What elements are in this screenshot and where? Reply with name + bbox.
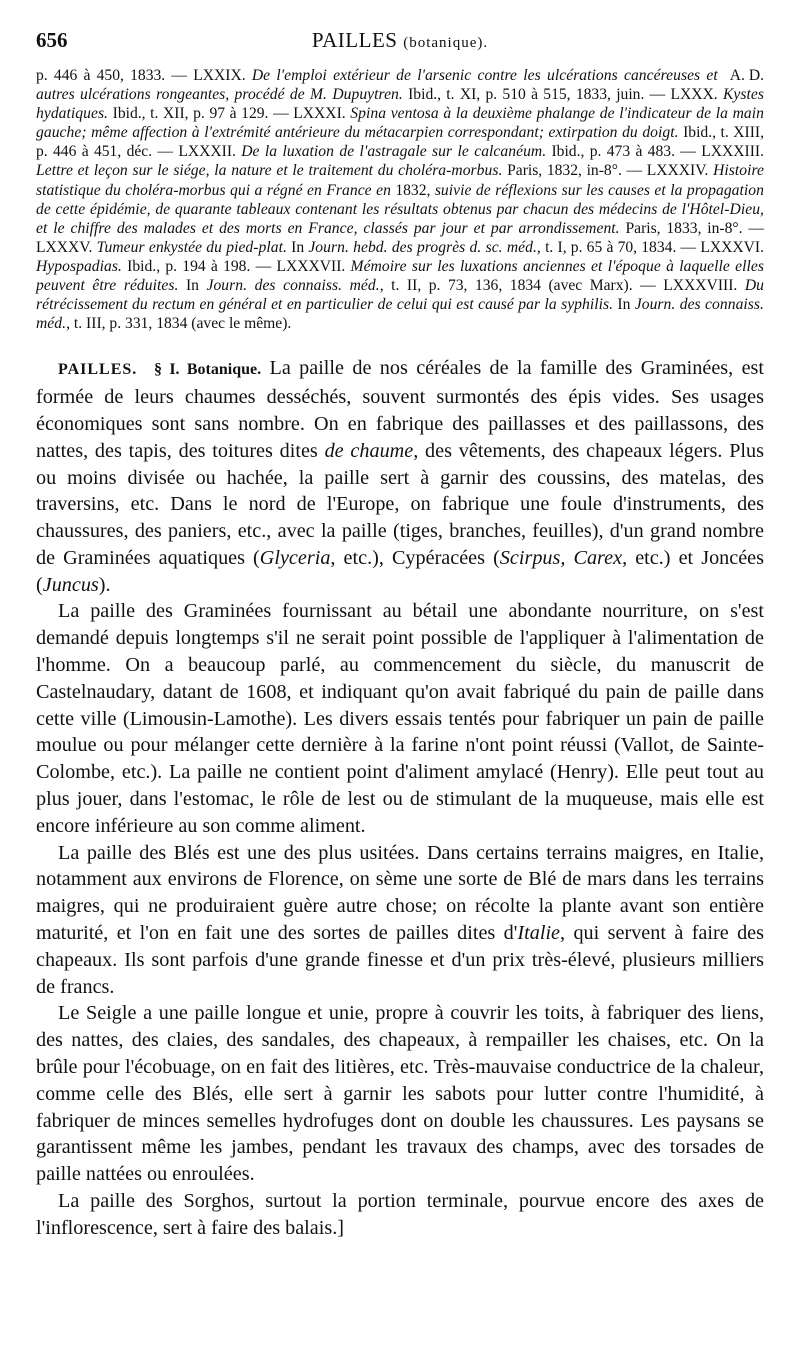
headword: PAILLES. [58,361,138,379]
italic-run: Du rétrécissement du rectum en général et en particulier de celui qui est causé par la syphilis. [36,277,764,314]
paragraph-text [36,842,764,998]
italic-run: Scirpus, Carex [499,546,623,569]
text-run: , des vêtements, des chapeaux légers. Plus ou moins divisée ou hachée, la paille sert à garnir des coussins, des matelas, des traversins, etc. Dans le nord de l'Europe, on fabrique une foule d'instruments, des chaussures, des paniers, etc., avec la paille (tiges, branches, feuilles), d'un grand nombre de Graminées aquatiques ( [36,439,764,569]
paragraph-text [36,600,764,836]
article-paragraph [36,840,764,1001]
italic-run: Mémoire sur les luxations anciennes et l'époque à laquelle elles peuvent être réduites. [36,257,764,295]
text-run: In [286,238,309,256]
italic-run: Glyceria [259,546,331,569]
bibliography-text [36,67,764,332]
italic-run: Lettre et leçon sur le siége, la nature et le traitement du choléra-morbus. [36,162,503,180]
page-number: 656 [36,28,68,52]
text-run: Ibid., t. XIII, p. 446 à 451, déc. — LXXXII. [36,124,764,161]
italic-run: Journ. des connaiss. méd., [36,296,764,333]
section-label: § I. Botanique. [154,361,262,379]
article-paragraph [36,598,764,839]
page [36,28,764,1242]
text-run: La paille de nos céréales de la famille des Graminées, est formée de leurs chaumes desséchés, souvent surmontés des épis vides. Ses usages économiques sont sans nombre. On en fabrique des paillasses et des paillassons, des nattes, des tapis, des toitures dites [36,357,764,462]
running-title [36,28,764,53]
author-signature: A. D. [729,67,764,84]
italic-run: Tumeur enkystée du pied-plat. [96,238,287,256]
article-paragraph [36,1000,764,1188]
text-run: Ibid., t. XI, p. 510 à 515, 1833, juin. — LXXX. [402,86,723,104]
text-run: La paille des Sorghos, surtout la portion terminale, pourvue encore des axes de l'inflorescence, sert à faire des balais.] [36,1190,764,1239]
text-run: Ibid., t. XII, p. 97 à 129. — LXXXI. [108,105,351,123]
text-run: p. 446 à 450, 1833. — LXXIX. [36,67,252,84]
italic-run: De l'emploi extérieur de l'arsenic contre les ulcérations cancéreuses et autres ulcérations rongeantes, procédé de M. Dupuytren. [36,67,718,104]
italic-run: de chaume [324,439,414,462]
text-run: La paille des Graminées fournissant au bétail une abondante nourriture, on s'est demandé depuis longtemps s'il ne serait point possible de l'appliquer à l'alimentation de l'homme. On a beaucoup parlé, au commencement du siècle, du manuscrit de Castelnaudary, datant de 1608, et indiquant qu'on avait fabriqué du pain de paille dans cette ville (Limousin-Lamothe). Les divers essais tentés pour fabriquer un pain de paille moulue ou pour mélanger cette dernière à la farine n'ont point réussi (Vallot, de Sainte-Colombe, etc.). La paille ne contient point d'aliment amylacé (Henry). Elle peut tout au plus jouer, dans l'estomac, le rôle de lest ou de stimulant de la muqueuse, mais elle est encore inférieure au son comme aliment. [36,600,764,837]
paragraph-text [36,357,764,595]
running-title-word: PAILLES [311,28,398,52]
text-run: La paille des Blés est une des plus usitées. Dans certains terrains maigres, en Italie, notamment aux environs de Florence, on sème une sorte de Blé de mars dans les terrains maigres, qui ne produiraient guère autre chose; on récolte la plante avant son entière maturité, et l'on en fait une des sortes de pailles dites d' [36,841,764,945]
article-paragraph [36,1188,764,1242]
text-run: Ibid., p. 194 à 198. — LXXXVII. [121,257,351,275]
bibliography-block [36,66,764,333]
text-run: Paris, 1832, in-8°. — LXXXIV. [502,162,714,180]
paragraph-text [36,1002,764,1185]
text-run: In [613,296,635,314]
italic-run: De la luxation de l'astragale sur le calcanéum. [241,143,547,161]
text-run: t. I, p. 65 à 70, 1834. — LXXXVI. [540,238,764,256]
text-run: 1832, [390,181,435,199]
italic-run: Histoire statistique du choléra-morbus qui a régné en France en [36,162,764,199]
italic-run: suivie de réflexions sur les causes et la propagation de cette épidémie, de quarante tableaux contenant les résultats obtenus par chacun des médecins de l'Hôtel-Dieu, et le chiffre des malades et des morts en France, classés par jour et par arrondissement. [36,181,764,237]
text-run: ). [98,573,111,596]
article-pailles [36,355,764,1241]
text-run: t. II, p. 73, 136, 1834 (avec Marx). — LXXXVIII. [383,277,745,295]
text-run: , etc.) et Joncées ( [36,546,764,596]
italic-run: Journ. des connaiss. méd., [206,277,384,295]
italic-run: Kystes hydatiques. [36,86,764,123]
italic-run: Journ. hebd. des progrès d. sc. méd., [308,238,541,256]
text-run: Paris, 1833, in-8°. — LXXXV. [36,219,764,256]
italic-run: Hypospadias. [36,257,122,275]
text-run: Le Seigle a une paille longue et unie, propre à couvrir les toits, à fabriquer des liens, des nattes, des claies, des sandales, des chapeaux, à rempailler les chaises, etc. On la brûle pour l'écobuage, on en fait des litières, etc. Très-mauvaise conductrice de la chaleur, comme celle des Blés, elle sert à garnir les sabots pour lutter contre l'humidité, à fabriquer de minces semelles hydrofuges dont on double les chaussures. Les paysans se garantissent même les jambes, pendant les travaux des champs, avec des torsades de paille nattées ou enroulées. [36,1002,764,1186]
text-run: In [178,277,207,295]
running-title-section: (botanique). [403,35,489,51]
article-paragraph [36,355,764,598]
text-run: , etc.), Cypéracées ( [330,546,500,569]
italic-run: Spina ventosa à la deuxième phalange de l'indicateur de la main gauche; même affection à l'extrémité antérieure du métacarpien correspondant; extirpation du doigt. [36,105,765,142]
italic-run: Italie [517,922,561,945]
text-run: t. III, p. 331, 1834 (avec le même). [70,315,292,333]
paragraph-text [36,1190,764,1239]
text-run: , qui servent à faire des chapeaux. Ils sont parfois d'une grande finesse et d'un prix très-élevé, plusieurs milliers de francs. [36,922,764,998]
italic-run: Juncus [42,573,99,596]
text-run: Ibid., p. 473 à 483. — LXXXIII. [546,143,764,161]
running-head [36,28,764,58]
